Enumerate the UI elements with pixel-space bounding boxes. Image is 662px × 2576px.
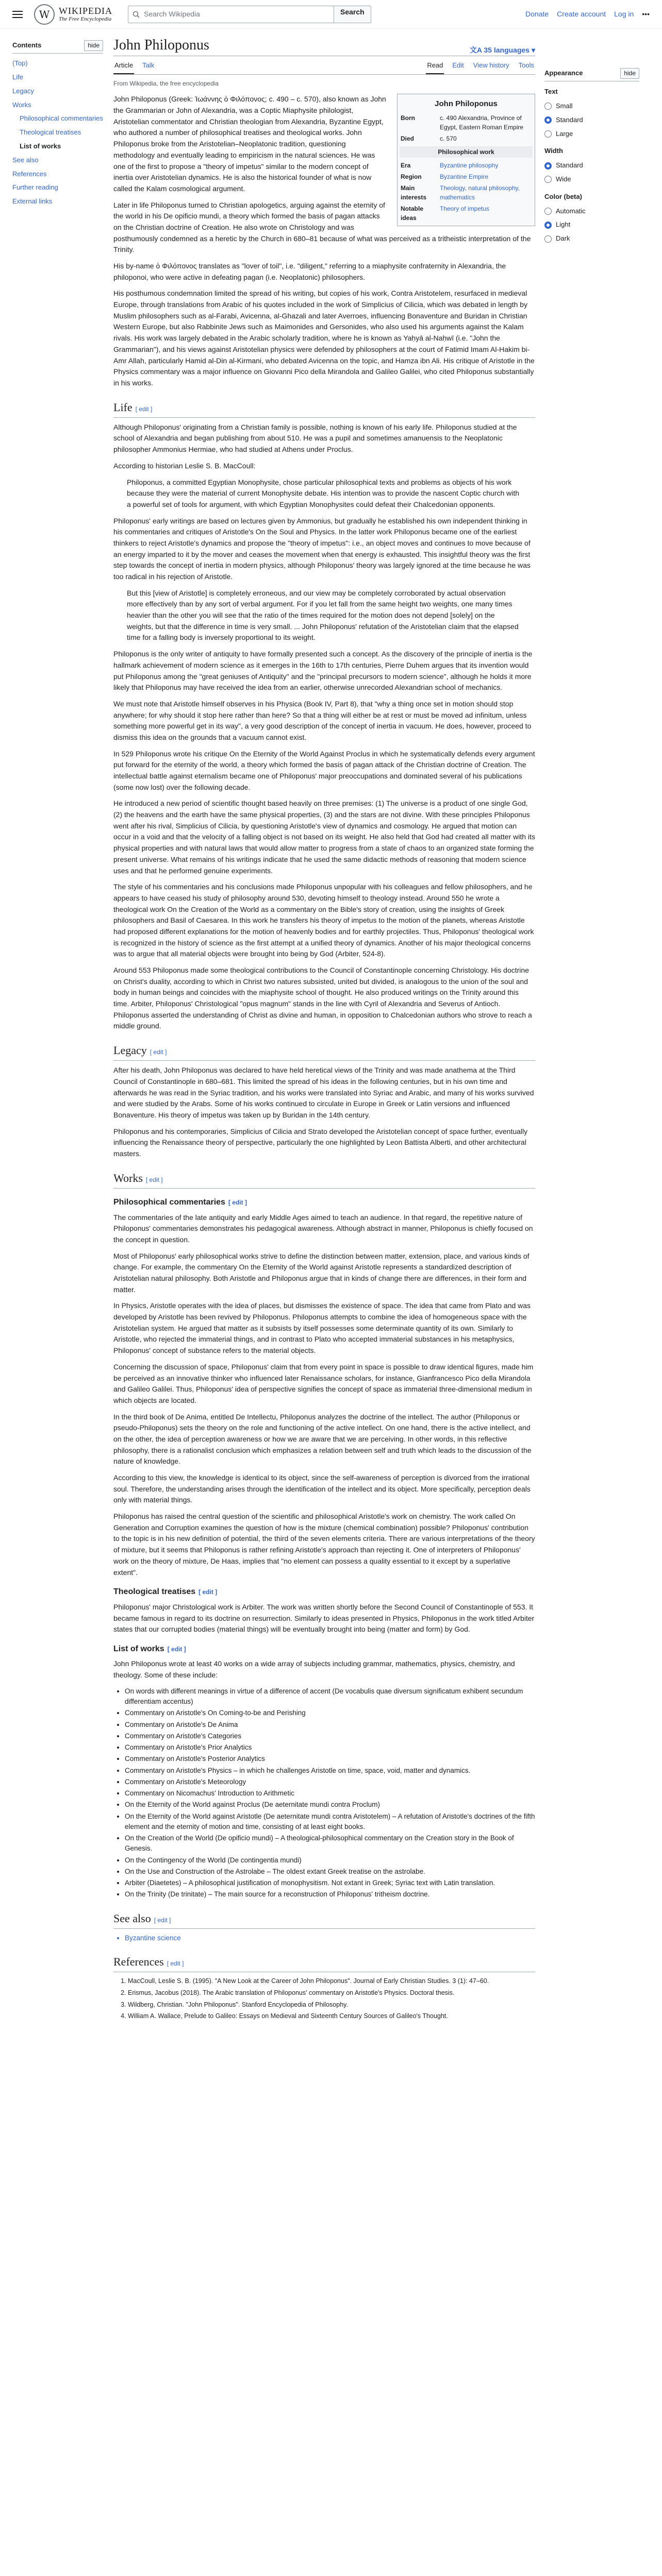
- infobox-key: Era: [401, 161, 411, 169]
- infobox-value[interactable]: Theory of impetus: [440, 205, 490, 212]
- heading-text: References: [113, 1955, 164, 1969]
- tab-article[interactable]: Article: [113, 58, 134, 74]
- option-label: Standard: [556, 115, 583, 124]
- list-item: • On the Eternity of the World against Proclus (De aeternitate mundi contra Proclum): [125, 1800, 535, 1810]
- personal-tools: [525, 8, 650, 20]
- paragraph: The commentaries of the late antiquity and early Middle Ages aimed to teach an audience. In that regard, the repetitive nature of Philoponus' commentaries demonstrates his pedagogical awareness. Although abstract in manner, Philoponus is chiefly focused on the concept in question.: [113, 1213, 533, 1244]
- option-label: Dark: [556, 234, 570, 243]
- paragraph: According to historian Leslie S. B. MacCoull:: [113, 461, 256, 470]
- tab-talk[interactable]: Talk: [142, 61, 155, 70]
- infobox-row: [400, 182, 533, 203]
- reference-item: 1. MacCoull, Leslie S. B. (1995). "A New Look at the Career of John Philoponus". Journal of Early Christian Studies. 3 (1): 47–60.: [128, 1976, 535, 1986]
- toc-item-references[interactable]: References: [12, 170, 47, 178]
- width-standard[interactable]: [544, 159, 639, 173]
- toc-item-external-links[interactable]: External links: [12, 197, 53, 206]
- blockquote: But this [view of Aristotle] is completely erroneous, and our view may be completely corroborated by actual observation more effectively than by any sort of verbal argument. For if you let fall from the same height two weights, one many times heavier than the other you will see that the ratio of the times required for the motion does not depend [solely] on the weights, but that the difference in time is very small. ... John Philoponus' refutation of the Aristotelian claim that the elapsed time for a falling body is inversely proportional to its weight.: [127, 588, 519, 642]
- site-header: [0, 0, 662, 29]
- wikipedia-logo[interactable]: [34, 4, 112, 25]
- option-label: Wide: [556, 175, 571, 183]
- paragraph: Philoponus has raised the central question of the scientific and philosophical Aristotle's work on chemistry. The work called On Generation and Corruption examines the question of how is the mixture (chemical combination) possible? Philoponus' contribution to the topic is in his new definition of potential, the third of the seven elements criteria. There are various interpretations of the theory of mixture, but it seems that Philoponus is rather refining Aristotle's approach than rejecting it. One of interpreters of Philoponus' work on the theory of mixture, De Haas, implies that "no element can possess a quality essential to it except by a superlative extent".: [113, 1512, 535, 1577]
- toc-hide-button[interactable]: hide: [84, 40, 103, 51]
- radio-icon: [544, 103, 552, 110]
- tagline: From Wikipedia, the free encyclopedia: [113, 80, 219, 88]
- section-heading-references: [113, 1953, 535, 1972]
- subsection-heading-philosophical-commentaries: [113, 1196, 535, 1209]
- globe-icon: W: [34, 4, 55, 25]
- edit-section-link[interactable]: [ edit ]: [228, 1199, 247, 1206]
- section-heading-life: [113, 398, 535, 418]
- search-input[interactable]: [128, 6, 334, 23]
- edit-section-link[interactable]: [ edit ]: [167, 1960, 184, 1968]
- appearance-heading: Appearance: [544, 69, 583, 77]
- text-size-standard[interactable]: [544, 113, 639, 127]
- intro-paragraph: Later in life Philoponus turned to Christian apologetics, arguing against the eternity of the world in his De opificio mundi, a theory which formed the basis of pagan attacks on the Christian doctrine of Creation. He also wrote on Christology and was posthumously condemned as a heretic by the Church in 680–81 because of what was perceived as a tritheistic interpretation of the Trinity.: [113, 200, 531, 254]
- paragraph: Philoponus is the only writer of antiquity to have formally presented such a concept. As the discovery of the principle of inertia is the hallmark achievement of modern science as it emerges in the 16th to 17th centuries, Pierre Duhem argues that its invention would put Philoponus among the "great geniuses of Antiquity" and the "principal precursors to modern science", although he holds it more likely that Philoponus may have received the idea from an earlier, otherwise unrecorded Alexandrian school of mechanics.: [113, 650, 533, 692]
- paragraph: Philoponus' early writings are based on lectures given by Ammonius, but gradually he established his own independent thinking in his commentaries and critiques of Aristotle's On the Soul and Physics. In the latter work Philoponus became one of the earliest thinkers to reject Aristotle's dynamics and propose the "theory of impetus": i.e., an object moves and continues to move because of an energy imparted to it by the mover and ceases the movement when that energy is exhausted. This insightful theory was the first step towards the concept of inertia in modern physics, although Philoponus' theory was largely ignored at the time because he was too radical in his rejection of Aristotle.: [113, 516, 531, 581]
- references-list: [128, 1976, 535, 2021]
- subsection-heading-list-of-works: [113, 1642, 535, 1656]
- logo-tagline: The Free Encyclopedia: [59, 16, 112, 23]
- toc-item-theological-treatises[interactable]: Theological treatises: [20, 128, 81, 137]
- option-label: Light: [556, 221, 571, 229]
- search-form: [128, 6, 371, 23]
- appearance-panel: [544, 29, 639, 2023]
- appearance-hide-button[interactable]: hide: [620, 68, 639, 79]
- paragraph: In 529 Philoponus wrote his critique On the Eternity of the World Against Proclus in which he systematically defends every argument put forward for the eternity of the world, a theory which formed the basis of pagan attack of the Christian doctrine of Creation. The intellectual battle against eternalism became one of Philoponus' major preoccupations and dominated several of his publications (some now lost) over the following decade.: [113, 749, 535, 791]
- color-label: Color (beta): [544, 192, 582, 200]
- option-label: Large: [556, 129, 573, 138]
- tab-edit[interactable]: Edit: [452, 61, 464, 70]
- intro-paragraph: His by-name ὁ Φιλόπονος translates as "lover of toil", i.e. "diligent," referring to a miaphysite confraternity in Alexandria, the philoponoi, who were active in defeating pagan (i.e. Neoplatonic) philosophers.: [113, 262, 506, 281]
- section-heading-works: [113, 1169, 535, 1189]
- width-wide[interactable]: [544, 173, 639, 187]
- paragraph: In Physics, Aristotle operates with the idea of places, but dismisses the existence of space. The idea that came from Plato and was developed by Aristotle has been revived by Philoponus. Philoponus attempts to combine the idea of homogeneous space with the Aristotelian system. He argued that matter as it subsists by itself possesses some determinate quantity of its own. Similarly to Aristotle, who rejected the immaterial things, and in contrast to Plato who accepted immaterial substances in his metaphysics, Philoponus' concept of substance refers to the material objects.: [113, 1301, 531, 1355]
- toc-item-works[interactable]: Works: [12, 100, 31, 109]
- tab-read[interactable]: Read: [426, 58, 444, 74]
- main-menu-icon[interactable]: [12, 11, 23, 18]
- infobox-key: Notable ideas: [401, 205, 424, 222]
- list-item: • On the Trinity (De trinitate) – The main source for a reconstruction of Philoponus' tritheism doctrine.: [125, 1889, 535, 1900]
- intro-paragraph: His posthumous condemnation limited the spread of his writing, but copies of his work, Contra Aristotelem, resurfaced in medieval Europe, through translations from Arabic of his quotes included in the work of Simplicius of Cilicia, which was debated in length by Muslim philosophers such as al-Farabi, Avicenna, al-Ghazali and later Averroes, influencing Bonaventure and Buridan in Christian Western Europe, but also Rabbinite Jews such as Maimonides and Gersonides, who also used his arguments against the Kalam rivals. His work was largely debated in the Arabic scholarly tradition, where he is known as Yaḥyā al-Naḥwī (i.e. "John the Grammarian"), and his views against Aristotelian physics were defended by philosophers at the court of Fatimid Imam Al-Hakim bi-Amr Allah, particularly Hamid al-Din al-Kirmani, who debated Avicenna on the topic, and Hamza ibn Ali. His critique of Aristotle in the Physics commentary was a major influence on Giovanni Pico della Mirandola and Galileo Galilei, who cited Philoponus substantially in his works.: [113, 289, 535, 387]
- works-list: [125, 1686, 535, 1900]
- list-item: • Commentary on Nicomachus' Introduction to Arithmetic: [125, 1788, 535, 1799]
- list-item: • On the Use and Construction of the Astrolabe – The oldest extant Greek treatise on the astrolabe.: [125, 1867, 535, 1877]
- color-light[interactable]: [544, 218, 639, 232]
- edit-section-link[interactable]: [ edit ]: [198, 1588, 218, 1596]
- color-dark[interactable]: [544, 232, 639, 246]
- toc-item-legacy[interactable]: Legacy: [12, 87, 34, 95]
- toc-item-philosophical-commentaries[interactable]: Philosophical commentaries: [20, 114, 103, 123]
- more-options-icon[interactable]: •••: [642, 10, 650, 19]
- edit-section-link[interactable]: [ edit ]: [150, 1048, 167, 1056]
- infobox-key: Main interests: [401, 184, 427, 201]
- infobox-value[interactable]: Byzantine Empire: [440, 173, 489, 180]
- width-label: Width: [544, 147, 563, 155]
- radio-selected-icon: [544, 222, 552, 229]
- text-size-large[interactable]: [544, 127, 639, 141]
- paragraph: He introduced a new period of scientific thought based heavily on three premises: (1) The universe is a product of one single God, (2) the heavens and the earth have the same physical properties, (3) and the stars are not divine. With these principles Philoponus went after his rival, Simplicius of Cilicia, by questioning Aristotle's view of dynamics and cosmology. He argued that motion can occur in a void and that the velocity of a falling object is not based on its weight. He also held that God had created all matter with its physical properties and with natural laws that would allow matter to progress from a state of chaos to an organized state forming the present universe. What remains of his writings indicate that he used the same didactic methods of reasoning that modern science uses and that he performed genuine experiments.: [113, 799, 535, 875]
- section-heading-legacy: [113, 1041, 535, 1061]
- toc-item-top[interactable]: (Top): [12, 59, 28, 67]
- paragraph: Concerning the discussion of space, Philoponus' claim that from every point in space is possible to draw identical figures, made him be perceived as an innovative thinker who influenced later Renaissance scholars, for instance, Gianfrancesco Pico della Mirandola and Galileo Galilei. Thus, Philoponus' idea of perspective signifies the concept of space as immaterial three-dimensional medium in which objects are located.: [113, 1362, 534, 1404]
- infobox: [397, 94, 535, 226]
- list-item: • Commentary on Aristotle's Prior Analytics: [125, 1742, 535, 1753]
- infobox-key: Born: [401, 114, 415, 122]
- language-button[interactable]: 文A 35 languages ▾: [469, 46, 535, 55]
- color-automatic[interactable]: [544, 205, 639, 218]
- text-size-label: Text: [544, 88, 558, 96]
- reference-item: 2. Erismus, Jacobus (2018). The Arabic translation of Philoponus' commentary on Aristotle's Physics. Doctoral thesis.: [128, 1988, 535, 1998]
- toc-item-life[interactable]: Life: [12, 73, 23, 81]
- tab-view-history[interactable]: View history: [473, 61, 509, 70]
- infobox-row: [400, 133, 533, 144]
- paragraph: Philoponus and his contemporaries, Simplicius of Cilicia and Strato developed the Aristotelian concept of space further, eventually influencing the Renaissance theory of perspective, particularly the one highlighted by Leon Battista Alberti, and other architectural masters.: [113, 1127, 528, 1158]
- page-tabs: [113, 58, 535, 75]
- intro-paragraph: John Philoponus (Greek: Ἰωάννης ὁ Φιλόπονος; c. 490 – c. 570), also known as John the Grammarian or John of Alexandria, was a Coptic Miaphysite philologist, Aristotelian commentator and Christian theologian from Alexandria, Byzantine Egypt, who authored a number of philosophical treatises and theological works. John Philoponus broke from the Aristotelian–Neoplatonic tradition, questioning methodology and eventually leading to empiricism in the natural sciences. He was one of the first to propose a "theory of impetus" similar to the modern concept of inertia over Aristotelian dynamics. He is also the historical founder of what is now called the Kalam cosmological argument.: [113, 95, 386, 193]
- list-item: • On the Creation of the World (De opificio mundi) – A theological-philosophical commentary on the Creation story in the Book of Genesis.: [125, 1833, 535, 1854]
- search-button[interactable]: Search: [334, 6, 371, 23]
- page-title: John Philoponus: [113, 37, 209, 53]
- list-item: • On words with different meanings in virtue of a difference of accent (De vocabulis quae diversum significatum exhibent secundum differentiam accentus): [125, 1686, 535, 1707]
- create-account-link[interactable]: Create account: [557, 10, 606, 19]
- table-of-contents: [12, 29, 103, 2023]
- heading-text: List of works: [113, 1644, 164, 1653]
- edit-section-link[interactable]: [ edit ]: [167, 1645, 186, 1653]
- paragraph: According to this view, the knowledge is identical to its object, since the self-awareness of perception is divorced from the irrational soul. Therefore, the understanding arises through the identification of the intellect and its object. More specifically, perception deals only with material things.: [113, 1473, 531, 1504]
- list-item: • Commentary on Aristotle's Physics – in which he challenges Aristotle on time, space, void, matter and dynamics.: [125, 1766, 535, 1776]
- heading-text: Works: [113, 1171, 143, 1184]
- article-content: [103, 29, 544, 2023]
- radio-selected-icon: [544, 162, 552, 170]
- radio-icon: [544, 235, 552, 243]
- paragraph: Around 553 Philoponus made some theological contributions to the Council of Constantinople concerning Christology. His doctrine on Christ's duality, according to which in Christ two natures subsisted, united but divided, is analogous to the union of the soul and body in human beings and coincides with the miaphysite school of thought. He also produced writings on the Trinity around this time. Arbiter, Philoponus' Christological "opus magnum" stands in the line with Cyril of Alexandria and Severus of Antioch. Philoponus asserted the understanding of Christ as divine and human, in opposition to Chalcedonian authors who strove to reach a middle ground.: [113, 966, 532, 1030]
- page-title-row: [113, 36, 535, 56]
- reference-item: 3. Wildberg, Christian. "John Philoponus". Stanford Encyclopedia of Philosophy.: [128, 2000, 535, 2010]
- list-item: • On the Contingency of the World (De contingentia mundi): [125, 1855, 535, 1866]
- list-item: • On the Eternity of the World against Aristotle (De aeternitate mundi contra Aristotelem) – A refutation of Aristotle's doctrines of the fifth element and the eternity of motion and time, consisting of at least eight books.: [125, 1811, 535, 1833]
- toc-item-see-also[interactable]: See also: [12, 156, 39, 164]
- paragraph: John Philoponus wrote at least 40 works on a wide array of subjects including grammar, mathematics, physics, chemistry, and theology. Some of these include:: [113, 1659, 515, 1680]
- language-count: 35 languages: [484, 46, 530, 55]
- list-item: • Commentary on Aristotle's Categories: [125, 1731, 535, 1741]
- tab-tools[interactable]: Tools: [518, 61, 534, 70]
- radio-icon: [544, 208, 552, 215]
- see-also-link[interactable]: • Byzantine science: [125, 1933, 535, 1943]
- paragraph: Although Philoponus' originating from a Christian family is possible, nothing is known of his early life. Philoponus studied at the school of Alexandria and began publishing from about 510. He was a pupil and sometimes amanuensis to the Neoplatonic philosopher Ammonius Hermiae, who had studied at Athens under Proclus.: [113, 422, 517, 454]
- list-item: • Arbiter (Diaetetes) – A philosophical justification of monophysitism. Not extant in Greek; Syriac text with Latin translation.: [125, 1878, 535, 1888]
- list-item: • Commentary on Aristotle's On Coming-to-be and Perishing: [125, 1708, 535, 1718]
- paragraph: Most of Philoponus' early philosophical works strive to define the distinction between matter, extension, place, and various kinds of change. For example, the commentary On the Eternity of the World against Aristotle represents a standardized description of Aristotelian natural philosophy. Both Aristotle and Philoponus argue that in kinds of change there are differences, in their form and matter.: [113, 1251, 529, 1294]
- paragraph: We must note that Aristotle himself observes in his Physica (Book IV, Part 8), that "why a thing once set in motion should stop anywhere; for why should it stop here rather than here? So that a thing will either be at rest or must be moved ad infinitum, unless something more powerful get in its way", a very good description of the concept of inertia in vacuum. He does, however, proceed to dismiss this idea on the grounds that a vacuum cannot exist.: [113, 699, 532, 741]
- infobox-value: c. 570: [440, 134, 457, 142]
- heading-text: Theological treatises: [113, 1587, 196, 1597]
- search-icon: [133, 11, 140, 18]
- infobox-value: c. 490 Alexandria, Province of Egypt, Eastern Roman Empire: [440, 114, 524, 131]
- paragraph: In the third book of De Anima, entitled De Intellectu, Philoponus analyzes the doctrine of the intellect. The author (Philoponus or pseudo-Philoponus) sets the theory on the role and functioning of the active intellect. On one hand, there is the active intellect, and on the other, the idea of perception awareness or how we are aware that we are perceiving. In other words, in this reflective philosophy, there is a rationalist conclusion which emphasizes a relation between self and truth which leads to the discussion of the nature of knowledge.: [113, 1412, 532, 1466]
- paragraph: After his death, John Philoponus was declared to have held heretical views of the Trinity and was made anathema at the Third Council of Constantinople in 680–681. This limited the spread of his ideas in the following centuries, but in his own time and afterwards he was read in the Syriac tradition, and his works were translated into Syriac and Arabic, and many of his works survived and were studied by the Arabs. Some of his works continued to circulate in Europe in Greek or Latin versions and influenced Bonaventure. His theory of impetus was taken up by Buridan in the 14th century.: [113, 1066, 534, 1120]
- option-label: Standard: [556, 161, 583, 170]
- infobox-section: Philosophical work: [400, 146, 533, 158]
- toc-heading: Contents: [12, 41, 42, 49]
- toc-item-further-reading[interactable]: Further reading: [12, 183, 58, 192]
- text-size-small[interactable]: [544, 99, 639, 113]
- infobox-key: Died: [401, 134, 415, 142]
- heading-text: Philosophical commentaries: [113, 1198, 225, 1207]
- list-item: • Commentary on Aristotle's Meteorology: [125, 1777, 535, 1787]
- list-item: • Commentary on Aristotle's De Anima: [125, 1720, 535, 1730]
- infobox-value[interactable]: Theology, natural philosophy, mathematics: [440, 184, 520, 201]
- radio-selected-icon: [544, 116, 552, 124]
- logo-wordmark: WIKIPEDIA: [59, 5, 112, 16]
- donate-link[interactable]: Donate: [525, 10, 549, 19]
- toc-item-list-of-works[interactable]: List of works: [20, 142, 61, 150]
- infobox-row: [400, 160, 533, 171]
- heading-text: Life: [113, 400, 133, 414]
- list-item: • Commentary on Aristotle's Posterior Analytics: [125, 1754, 535, 1764]
- log-in-link[interactable]: Log in: [614, 10, 634, 19]
- radio-icon: [544, 130, 552, 138]
- reference-item: 4. William A. Wallace, Prelude to Galileo: Essays on Medieval and Sixteenth Century Sources of Galileo's Thought.: [128, 2011, 535, 2021]
- infobox-title: John Philoponus: [435, 99, 498, 109]
- infobox-value[interactable]: Byzantine philosophy: [440, 161, 499, 169]
- search-placeholder: Search Wikipedia: [143, 10, 200, 19]
- infobox-key: Region: [401, 173, 422, 180]
- blockquote: Philoponus, a committed Egyptian Monophysite, chose particular philosophical texts and problems as objects of his work because they were the material of current Monophysite debate. His intention was to provide the nascent Coptic church with a powerful set of tools for argument, with which Egyptian Monophysites could defeat their Chalcedonian opponents.: [127, 478, 520, 509]
- infobox-row: [400, 171, 533, 182]
- section-heading-see-also: [113, 1909, 535, 1929]
- option-label: Small: [556, 101, 573, 110]
- radio-icon: [544, 176, 552, 183]
- paragraph: Philoponus' major Christological work is Arbiter. The work was written shortly before the Second Council of Constantinople of 553. It became famous in regard to its doctrine on resurrection. Similarly to ideas presented in Physics, Philoponus in the work titled Arbiter states that our corrupted bodies (material things) will be eventually brought into being (matter and form) by God.: [113, 1602, 535, 1634]
- heading-text: Legacy: [113, 1044, 147, 1057]
- see-also-list: [125, 1933, 535, 1943]
- infobox-row: [400, 203, 533, 224]
- edit-section-link[interactable]: [ edit ]: [154, 1916, 171, 1924]
- option-label: Automatic: [556, 207, 586, 215]
- subsection-heading-theological-treatises: [113, 1585, 535, 1599]
- paragraph: The style of his commentaries and his conclusions made Philoponus unpopular with his colleagues and fellow philosophers, and he appears to have ceased his study of philosophy around 530, devoting himself to theology instead. Around 550 he wrote a theological work On the Creation of the World as a commentary on the Bible's story of creation, using the insights of Greek philosophers and Basil of Caesarea. In this work he transfers his theory of impetus to the motion of the planets, whereas Aristotle had proposed different explanations for the motion of heavenly bodies and for earthly projectiles. Thus, Philoponus' theological work is recognized in the history of science as the first attempt at a unified theory of dynamics. Another of his major theological concerns was to argue that all material objects were brought into being by God (Arbiter, 524-8).: [113, 883, 534, 958]
- heading-text: See also: [113, 1911, 151, 1925]
- edit-section-link[interactable]: [ edit ]: [145, 1176, 163, 1183]
- infobox-row: [400, 112, 533, 133]
- edit-section-link[interactable]: [ edit ]: [135, 405, 153, 413]
